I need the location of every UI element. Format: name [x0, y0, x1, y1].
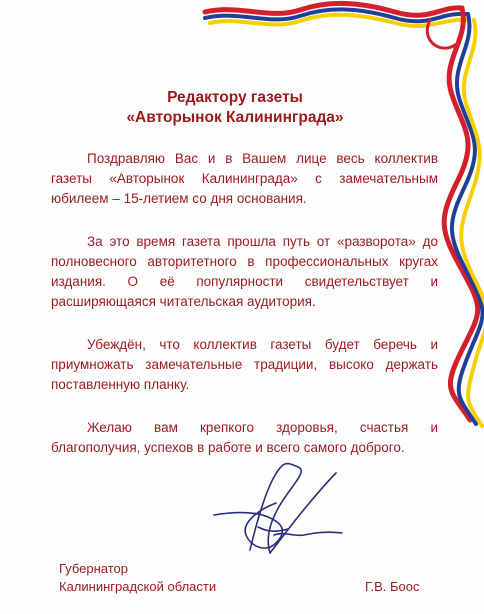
ribbon-top-red	[205, 3, 462, 15]
ribbon-top-yellow	[210, 15, 468, 26]
paragraph-4-text: Желаю вам крепкого здоровья, счастья и благополучия, успехов в работе и всего самого доброго.	[51, 420, 438, 455]
paragraph-3	[51, 335, 438, 395]
ribbon-top-blue	[205, 9, 466, 21]
paragraph-4	[51, 418, 438, 458]
ribbon-right-blue	[452, 14, 483, 424]
handwritten-signature	[196, 455, 346, 565]
ribbon-curl	[427, 20, 455, 48]
paragraph-3-text: Убеждён, что коллектив газеты будет беречь и приумножать замечательные традиции, высоко держать поставленную планку.	[51, 337, 438, 392]
paragraph-2-text: За это время газета прошла путь от «разворота» до полновесного авторитетного в профессиональных кругах издания. О её популярности свидетельствует и расширяющаяся читательская аудитория.	[51, 234, 438, 309]
letter-addressee	[70, 88, 400, 128]
letter-body	[51, 149, 438, 481]
signatory-position-line-2: Калининградской области	[59, 579, 217, 594]
signatory-position	[59, 560, 216, 596]
ribbon-right-yellow	[461, 20, 484, 426]
paragraph-1	[51, 149, 438, 209]
ribbon-right-red	[444, 8, 478, 420]
addressee-line-2: «Авторынок Калининграда»	[126, 109, 344, 126]
signatory-name: Г.В. Боос	[365, 579, 420, 594]
addressee-line-1: Редактору газеты	[167, 89, 303, 106]
signatory-position-line-1: Губернатор	[59, 561, 128, 576]
paragraph-2	[51, 232, 438, 312]
paragraph-1-text: Поздравляю Вас и в Вашем лице весь коллектив газеты «Авторынок Калининграда» с замечательным юбилеем – 15-летием со дня основания.	[51, 151, 438, 206]
